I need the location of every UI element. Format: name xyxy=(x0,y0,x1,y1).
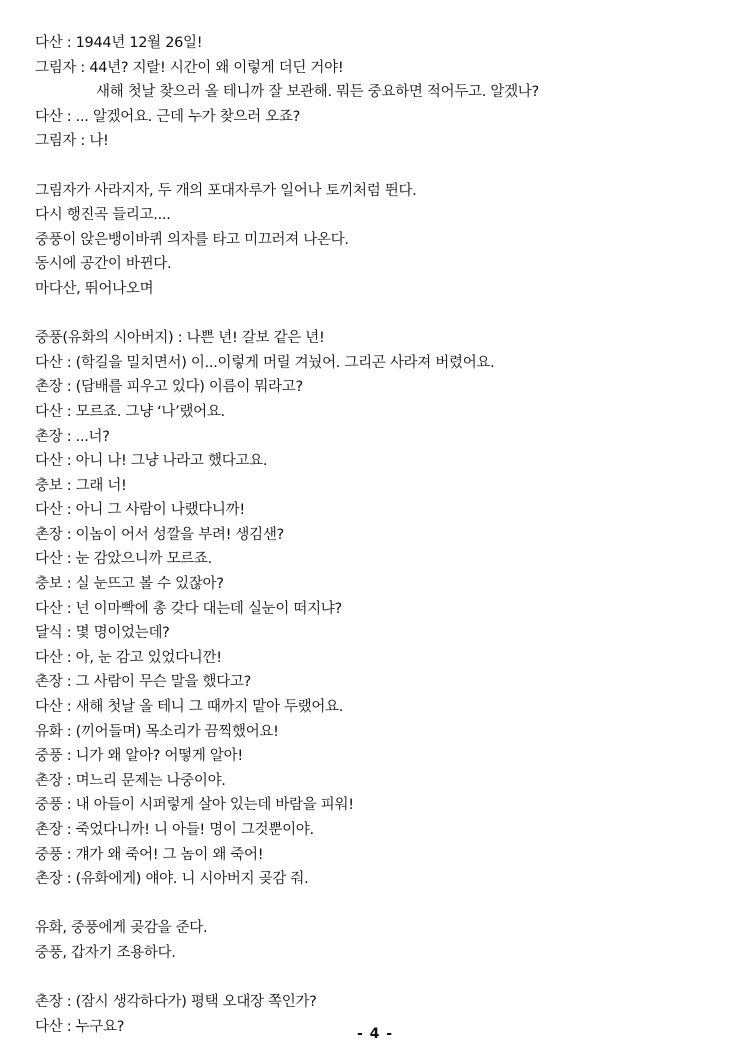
dialogue-continuation: 새해 첫날 찾으러 올 테니까 잘 보관해. 뭐든 중요하면 적어두고. 알겠나? xyxy=(96,84,539,101)
dialogue-line: 그림자 : 나! xyxy=(35,133,109,150)
dialogue-line: 유화 : (끼어들며) 목소리가 끔찍했어요! xyxy=(35,723,279,740)
stage-direction: 중풍, 갑자기 조용하다. xyxy=(35,944,176,961)
dialogue-line: 그림자 : 44년? 지랄! 시간이 왜 이렇게 더딘 거야! xyxy=(35,59,344,76)
dialogue-line: 충보 : 실 눈뜨고 볼 수 있잖아? xyxy=(35,576,224,593)
dialogue-line: 촌장 : 죽었다니까! 니 아들! 명이 그것뿐이야. xyxy=(35,822,314,838)
stage-direction: 다시 행진곡 들리고.... xyxy=(35,207,171,224)
dialogue-line: 다산 : 아니 나! 그냥 나라고 했다고요. xyxy=(35,453,268,470)
dialogue-line: 중풍 : 내 아들이 시퍼렇게 살아 있는데 바람을 피워! xyxy=(35,797,354,814)
blank-line xyxy=(35,154,725,179)
dialogue-line: 충보 : 그래 너! xyxy=(35,477,127,494)
dialogue-line: 다산 : (학길을 밀치면서) 이...이렇게 머릴 겨눴어. 그리곤 사라져 버렸어요. xyxy=(35,354,495,371)
dialogue-line: 촌장 : ...너? xyxy=(35,428,110,445)
dialogue-line: 다산 : 눈 감았으니까 모르죠. xyxy=(35,551,212,568)
dialogue-line: 다산 : ... 알겠어요. 근데 누가 찾으러 오죠? xyxy=(35,108,300,125)
dialogue-line: 다산 : 아, 눈 감고 있었다니깐! xyxy=(35,649,222,666)
script-page xyxy=(35,31,725,1039)
blank-line xyxy=(35,892,725,917)
dialogue-line: 중풍 : 니가 왜 알아? 어떻게 알아! xyxy=(35,748,243,765)
dialogue-line: 다산 : 1944년 12월 26일! xyxy=(35,35,203,51)
dialogue-line: 중풍 : 걔가 왜 죽어! 그 놈이 왜 죽어! xyxy=(35,846,264,863)
stage-direction: 그림자가 사라지자, 두 개의 포대자루가 일어나 토끼처럼 뛴다. xyxy=(35,182,417,199)
blank-line xyxy=(35,966,725,991)
page-number: - 4 - xyxy=(356,1026,394,1042)
dialogue-line: 촌장 : 그 사람이 무슨 말을 했다고? xyxy=(35,674,252,691)
dialogue-line: 촌장 : 이놈이 어서 성깔을 부려! 생김샌? xyxy=(35,526,284,543)
stage-direction: 중풍이 앉은뱅이바퀴 의자를 타고 미끄러져 나온다. xyxy=(35,231,349,248)
dialogue-line: 중풍(유화의 시아버지) : 나쁜 년! 갈보 같은 년! xyxy=(35,330,325,347)
stage-direction: 마다산, 뛰어나오며 xyxy=(35,280,154,297)
dialogue-line: 달식 : 몇 명이었는데? xyxy=(35,625,170,642)
stage-direction: 유화, 중풍에게 곶감을 준다. xyxy=(35,920,208,937)
dialogue-line: 촌장 : (잠시 생각하다가) 평택 오대장 쪽인가? xyxy=(35,994,317,1011)
dialogue-line: 다산 : 아니 그 사람이 나랬다니까! xyxy=(35,502,245,519)
dialogue-line: 다산 : 모르죠. 그냥 ‘나’랬어요. xyxy=(35,403,225,420)
dialogue-line: 촌장 : (유화에게) 얘야. 니 시아버지 곶감 줘. xyxy=(35,871,309,888)
blank-line xyxy=(35,302,725,327)
stage-direction: 동시에 공간이 바뀐다. xyxy=(35,256,172,273)
dialogue-line: 다산 : 새해 첫날 올 테니 그 때까지 맡아 두랬어요. xyxy=(35,699,344,716)
dialogue-line: 촌장 : (담배를 피우고 있다) 이름이 뭐라고? xyxy=(35,379,303,396)
dialogue-line: 다산 : 누구요? xyxy=(35,1018,125,1035)
dialogue-line: 다산 : 넌 이마빡에 총 갖다 대는데 실눈이 떠지냐? xyxy=(35,600,342,617)
dialogue-line: 촌장 : 며느리 문제는 나중이야. xyxy=(35,772,226,789)
